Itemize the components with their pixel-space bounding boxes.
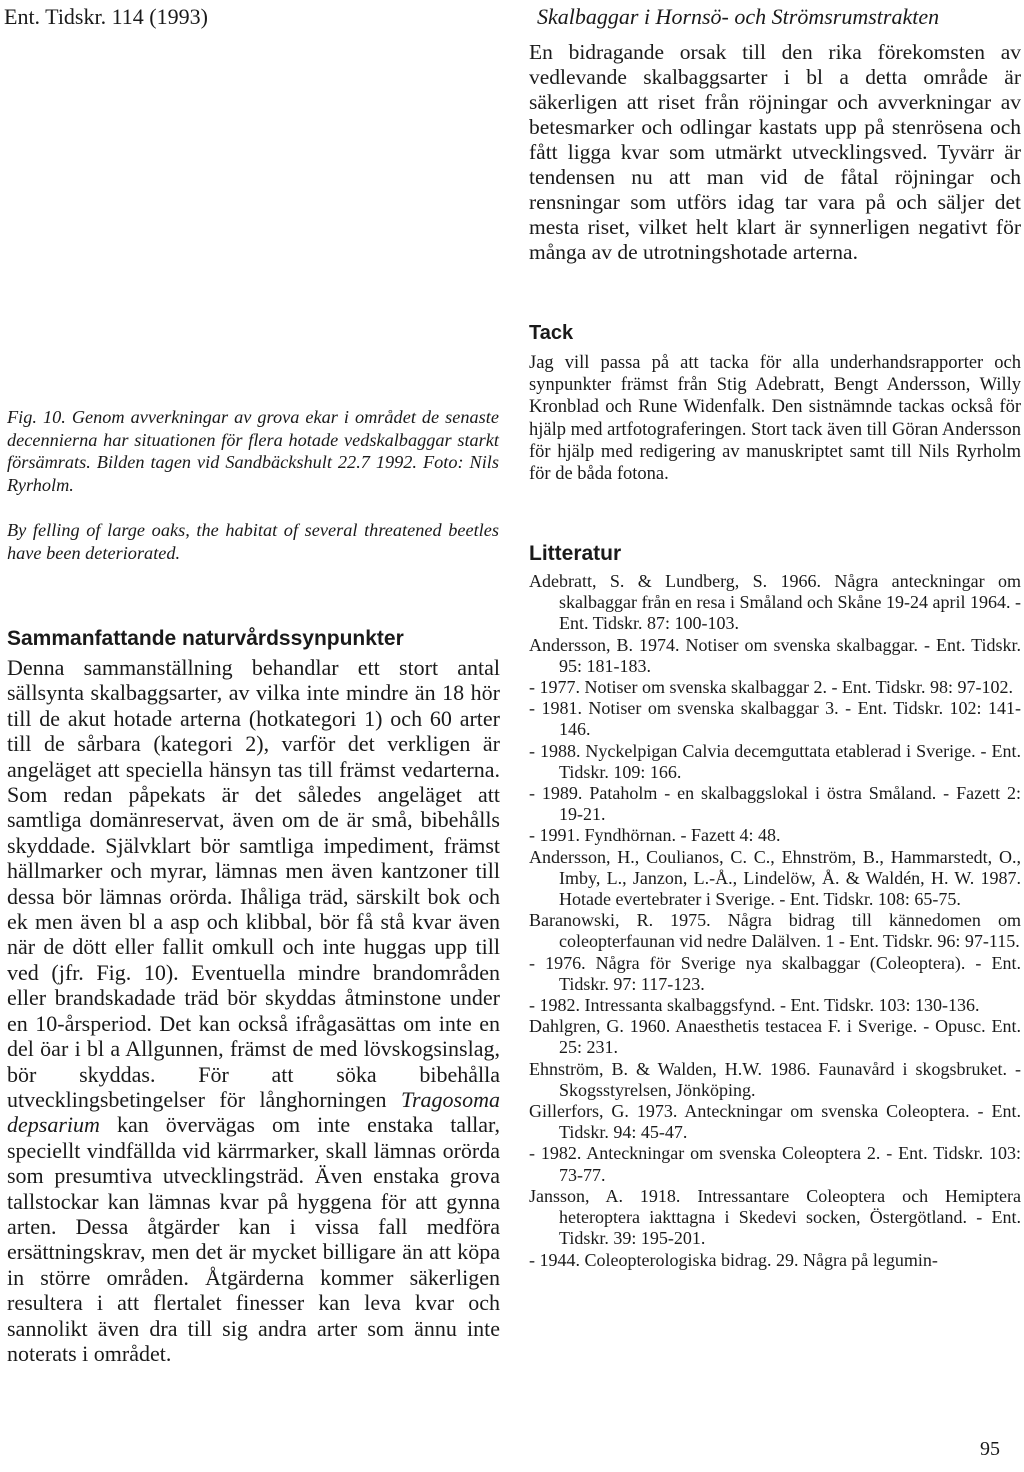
reference-item: - 1988. Nyckelpigan Calvia decemguttata etablerad i Sverige. - Ent. Tidskr. 109: 166. xyxy=(529,740,1021,782)
page-number: 95 xyxy=(980,1438,1000,1460)
summary-heading: Sammanfattande naturvårdssynpunkter xyxy=(7,627,404,650)
reference-item: - 1982. Intressanta skalbaggsfynd. - Ent. Tidskr. 103: 130-136. xyxy=(529,995,980,1016)
reference-item: Andersson, B. 1974. Notiser om svenska skalbaggar. - Ent. Tidskr. 95: 181-183. xyxy=(529,634,1021,676)
reference-item: - 1989. Pataholm - en skalbaggslokal i östra Småland. - Fazett 2: 19-21. xyxy=(529,783,1021,825)
reference-item: Ehnström, B. & Walden, H.W. 1986. Faunavård i skogsbruket. - Skogsstyrelsen, Jönköping. xyxy=(529,1058,1021,1100)
figure-caption-swedish: Fig. 10. Genom avverkningar av grova ekar i området de senaste decennierna har situationen för flera hotade vedskalbaggar starkt försämrats. Bilden tagen vid Sandbäckshult 22.7 1992. Foto: Nils Ryrholm. xyxy=(7,407,499,495)
summary-paragraph xyxy=(7,655,500,1366)
reference-item: Jansson, A. 1918. Intressantare Coleoptera och Hemiptera heteroptera iakttagna i Skedevi socken, Östergötland. - Ent. Tidskr. 39: 195-201. xyxy=(529,1185,1021,1249)
summary-text-part-2: kan övervägas om inte enstaka tallar, speciellt vindfällda vid kärrmarker, skall lämnas orörda som presumtiva utvecklingsträd. Även enstaka grova tallstockar kan lämnas kvar på hyggena för att gynna arten. Dessa åtgärder kan i vissa fall medföra ersättningskrav, men det är mycket billigare än att köpa in större områden. Åtgärderna kommer säkerligen resultera i att flertalet finesser kan leva kvar och sannolikt även dra till sig andra arter som ännu inte noterats i området. xyxy=(7,1112,500,1366)
summary-text-part-1: Denna sammanställning behandlar ett stort antal sällsynta skalbaggsarter, av vilka inte mindre än 18 hör till de akut hotade arterna (hotkategori 1) och 60 arter till de sårbara (kategori 2), varför det verkligen är angeläget att speciella hänsyn tas till främst vedarterna. Som redan påpekats är det således angeläget att samtliga domänreservat, även om de är små, bibehålls skyddade. Självklart bör samtliga impediment, främst hällmarker och myrar, lämnas men även kantzoner till dessa bör lämnas orörda. Ihåliga träd, särskilt bok och ek men även bl a asp och klibbal, bör få stå kvar även när de dött eller fallit omkull och inte huggas upp till ved (jfr. Fig. 10). Eventuella mindre brandområden eller brandskadade träd bör skyddas åtminstone under en 10-årsperiod. Det kan också ifrågasättas om inte en del öar i bl a Allgunnen, främst de med lövskogsinslag, bör skyddas. För att söka bibehålla utvecklingsbetingelser för långhorningen xyxy=(7,655,500,1112)
figure-caption-english: By felling of large oaks, the habitat of several threatened beetles have been deteriorated. xyxy=(7,520,499,563)
reference-item: Adebratt, S. & Lundberg, S. 1966. Några anteckningar om skalbaggar från en resa i Småland och Skåne 19-24 april 1964. - Ent. Tidskr. 87: 100-103. xyxy=(529,571,1021,634)
reference-item: - 1982. Anteckningar om svenska Coleoptera 2. - Ent. Tidskr. 103: 73-77. xyxy=(529,1143,1021,1185)
reference-item: Dahlgren, G. 1960. Anaesthetis testacea F. i Sverige. - Opusc. Ent. 25: 231. xyxy=(529,1016,1021,1058)
species-name: Tragosoma depsarium xyxy=(7,1086,500,1138)
reference-item: - 1977. Notiser om svenska skalbaggar 2. - Ent. Tidskr. 98: 97-102. xyxy=(529,677,1013,698)
tack-paragraph: Jag vill passa på att tacka för alla underhandsrapporter och synpunkter främst från Stig Adebratt, Bengt Andersson, Willy Kronblad och Rune Widenfalk. Den sistnämnde tackas också för hjälp med artfotograferingen. Stort tack även till Göran Andersson för hjälp med redigering av manuskriptet samt till Nils Ryrholm för de båda fotona. xyxy=(529,353,1021,485)
reference-item: - 1976. Några för Sverige nya skalbaggar (Coleoptera). - Ent. Tidskr. 97: 117-123. xyxy=(529,952,1021,994)
running-header-title: Skalbaggar i Hornsö- och Strömsrumstrakten xyxy=(537,4,940,29)
tack-heading: Tack xyxy=(529,322,574,344)
reference-item: - 1991. Fyndhörnan. - Fazett 4: 48. xyxy=(529,825,781,846)
reference-item: - 1944. Coleopterologiska bidrag. 29. Några på legumin- xyxy=(529,1249,938,1270)
literature-heading: Litteratur xyxy=(529,542,622,565)
running-header-journal: Ent. Tidskr. 114 (1993) xyxy=(4,4,208,29)
reference-item: Baranowski, R. 1975. Några bidrag till kännedomen om coleopterfaunan vid nedre Dalälven. 1 - Ent. Tidskr. 96: 97-115. xyxy=(529,910,1021,952)
reference-item: Gillerfors, G. 1973. Anteckningar om svenska Coleoptera. - Ent. Tidskr. 94: 45-47. xyxy=(529,1101,1021,1143)
intro-paragraph: En bidragande orsak till den rika förekomsten av vedlevande skalbaggsarter i bl a detta område är säkerligen att riset från röjningar och avverkningar av betesmarker och odlingar kastats upp på stenrösena och fått ligga kvar som utmärkt utvecklingsved. Tyvärr är tendensen nu att man vid de fåtal röjningar och rensningar som utförs idag tar vara på och säljer det mesta riset, vilket helt klart är synnerligen negativt för många av de utrotningshotade arterna. xyxy=(529,40,1021,264)
reference-item: Andersson, H., Coulianos, C. C., Ehnström, B., Hammarstedt, O., Imby, L., Janzon, L.-Å., Lindelöw, Å. & Waldén, H. W. 1987. Hotade evertebrater i Sverige. - Ent. Tidskr. 108: 65-75. xyxy=(529,846,1021,910)
reference-list xyxy=(529,571,1021,1271)
reference-item: - 1981. Notiser om svenska skalbaggar 3. - Ent. Tidskr. 102: 141-146. xyxy=(529,698,1021,740)
